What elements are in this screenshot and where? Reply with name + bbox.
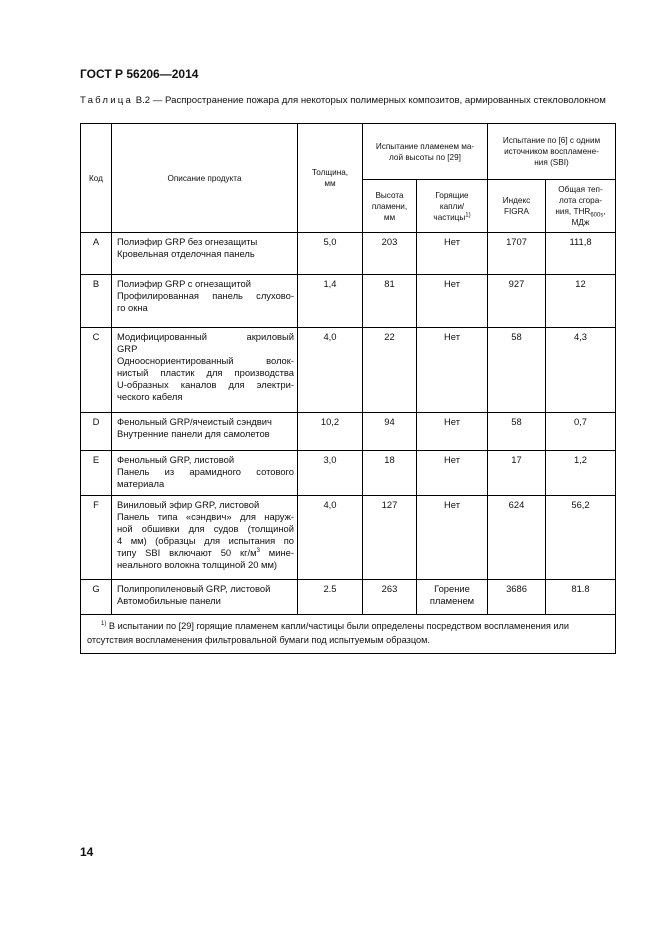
cell-thr: 1,2 xyxy=(546,451,616,496)
header-description: Описание продукта xyxy=(112,124,298,233)
cell-thr: 4,3 xyxy=(546,328,616,413)
header-thickness: Толщина, мм xyxy=(298,124,363,233)
cell-drops: Нет xyxy=(417,413,488,451)
cell-drops: Нет xyxy=(417,275,488,328)
cell-thickness: 3,0 xyxy=(298,451,363,496)
cell-description: Виниловый эфир GRP, листовой Панель типа «сэндвич» для наруж- ной обшивки для судов (толщиной 4 мм) (образцы для испытания по типу SBI включают 50 $кг/м^3$ мине- неального волокна толщиной 20 мм) xyxy=(112,496,298,580)
cell-thickness: 4,0 xyxy=(298,328,363,413)
cell-drops: Нет xyxy=(417,233,488,275)
table-row xyxy=(81,328,616,413)
page-number: 14 xyxy=(80,845,94,859)
header-thr: Общая теп- лота сгора- ния, $THR_{600s}$, МДж xyxy=(546,180,616,233)
cell-code: A xyxy=(81,233,112,275)
cell-drops: Нет xyxy=(417,328,488,413)
document-header: ГОСТ Р 56206—2014 xyxy=(80,67,199,81)
cell-thickness: 2.5 xyxy=(298,580,363,615)
header-figra: Индекс FIGRA xyxy=(488,180,546,233)
cell-description: Модифицированный акриловый GRP Однооснориентированный волок- нистый пластик для производства U-образных каналов для электри- ческого кабеля xyxy=(112,328,298,413)
cell-description: Фенольный GRP/ячеистый сэндвич Внутренние панели для самолетов xyxy=(112,413,298,451)
cell-drops: Нет xyxy=(417,496,488,580)
header-sbi-test: Испытание по [6] с одним источником воспламене- ния (SBI) xyxy=(488,124,616,180)
cell-code: D xyxy=(81,413,112,451)
cell-code: C xyxy=(81,328,112,413)
cell-figra: 624 xyxy=(488,496,546,580)
cell-code: G xyxy=(81,580,112,615)
cell-thr: 56,2 xyxy=(546,496,616,580)
cell-figra: 927 xyxy=(488,275,546,328)
header-burning-drops: Горящие капли/ частицы$^{1)}$ xyxy=(417,180,488,233)
cell-flame-height: 94 xyxy=(363,413,417,451)
cell-figra: 58 xyxy=(488,413,546,451)
footnote: $^{1)}$ В испытании по [29] горящие пламенем капли/частицы были определены посредством воспламенения или отсутствия воспламенения фильтровальной бумаги под испытуемым образцом. xyxy=(81,615,616,654)
header-code: Код xyxy=(81,124,112,233)
cell-flame-height: 22 xyxy=(363,328,417,413)
cell-code: E xyxy=(81,451,112,496)
header-flame-height: Высота пламени, мм xyxy=(363,180,417,233)
cell-description: Полиэфир GRP без огнезащиты Кровельная отделочная панель xyxy=(112,233,298,275)
table-row xyxy=(81,413,616,451)
cell-thickness: 5,0 xyxy=(298,233,363,275)
cell-thickness: 1,4 xyxy=(298,275,363,328)
cell-drops: Горение пламенем xyxy=(417,580,488,615)
cell-thr: 0,7 xyxy=(546,413,616,451)
table-row xyxy=(81,451,616,496)
table-row xyxy=(81,580,616,615)
cell-thr: 81.8 xyxy=(546,580,616,615)
caption-label: Таблица xyxy=(80,95,134,106)
cell-figra: 58 xyxy=(488,328,546,413)
cell-description: Фенольный GRP, листовой Панель из арамидного сотового материала xyxy=(112,451,298,496)
footnote-row xyxy=(81,615,616,654)
table-row xyxy=(81,233,616,275)
cell-thickness: 10,2 xyxy=(298,413,363,451)
cell-flame-height: 81 xyxy=(363,275,417,328)
table-row xyxy=(81,496,616,580)
cell-flame-height: 203 xyxy=(363,233,417,275)
cell-flame-height: 18 xyxy=(363,451,417,496)
cell-code: B xyxy=(81,275,112,328)
cell-figra: 1707 xyxy=(488,233,546,275)
cell-description: Полиэфир GRP с огнезащитой Профилированная панель слухово- го окна xyxy=(112,275,298,328)
caption-number: В.2 xyxy=(135,95,151,106)
cell-figra: 17 xyxy=(488,451,546,496)
cell-thickness: 4,0 xyxy=(298,496,363,580)
cell-thr: 12 xyxy=(546,275,616,328)
cell-figra: 3686 xyxy=(488,580,546,615)
table-caption xyxy=(80,95,615,106)
header-flame-test: Испытание пламенем ма- лой высоты по [29] xyxy=(363,124,488,180)
cell-drops: Нет xyxy=(417,451,488,496)
caption-text: — Распространение пожара для некоторых полимерных композитов, армированных стекловолокном xyxy=(152,95,606,106)
fire-spread-table xyxy=(80,123,616,654)
cell-flame-height: 263 xyxy=(363,580,417,615)
cell-description: Полипропиленовый GRP, листовой Автомобильные панели xyxy=(112,580,298,615)
cell-code: F xyxy=(81,496,112,580)
cell-flame-height: 127 xyxy=(363,496,417,580)
cell-thr: 111,8 xyxy=(546,233,616,275)
table-row xyxy=(81,275,616,328)
